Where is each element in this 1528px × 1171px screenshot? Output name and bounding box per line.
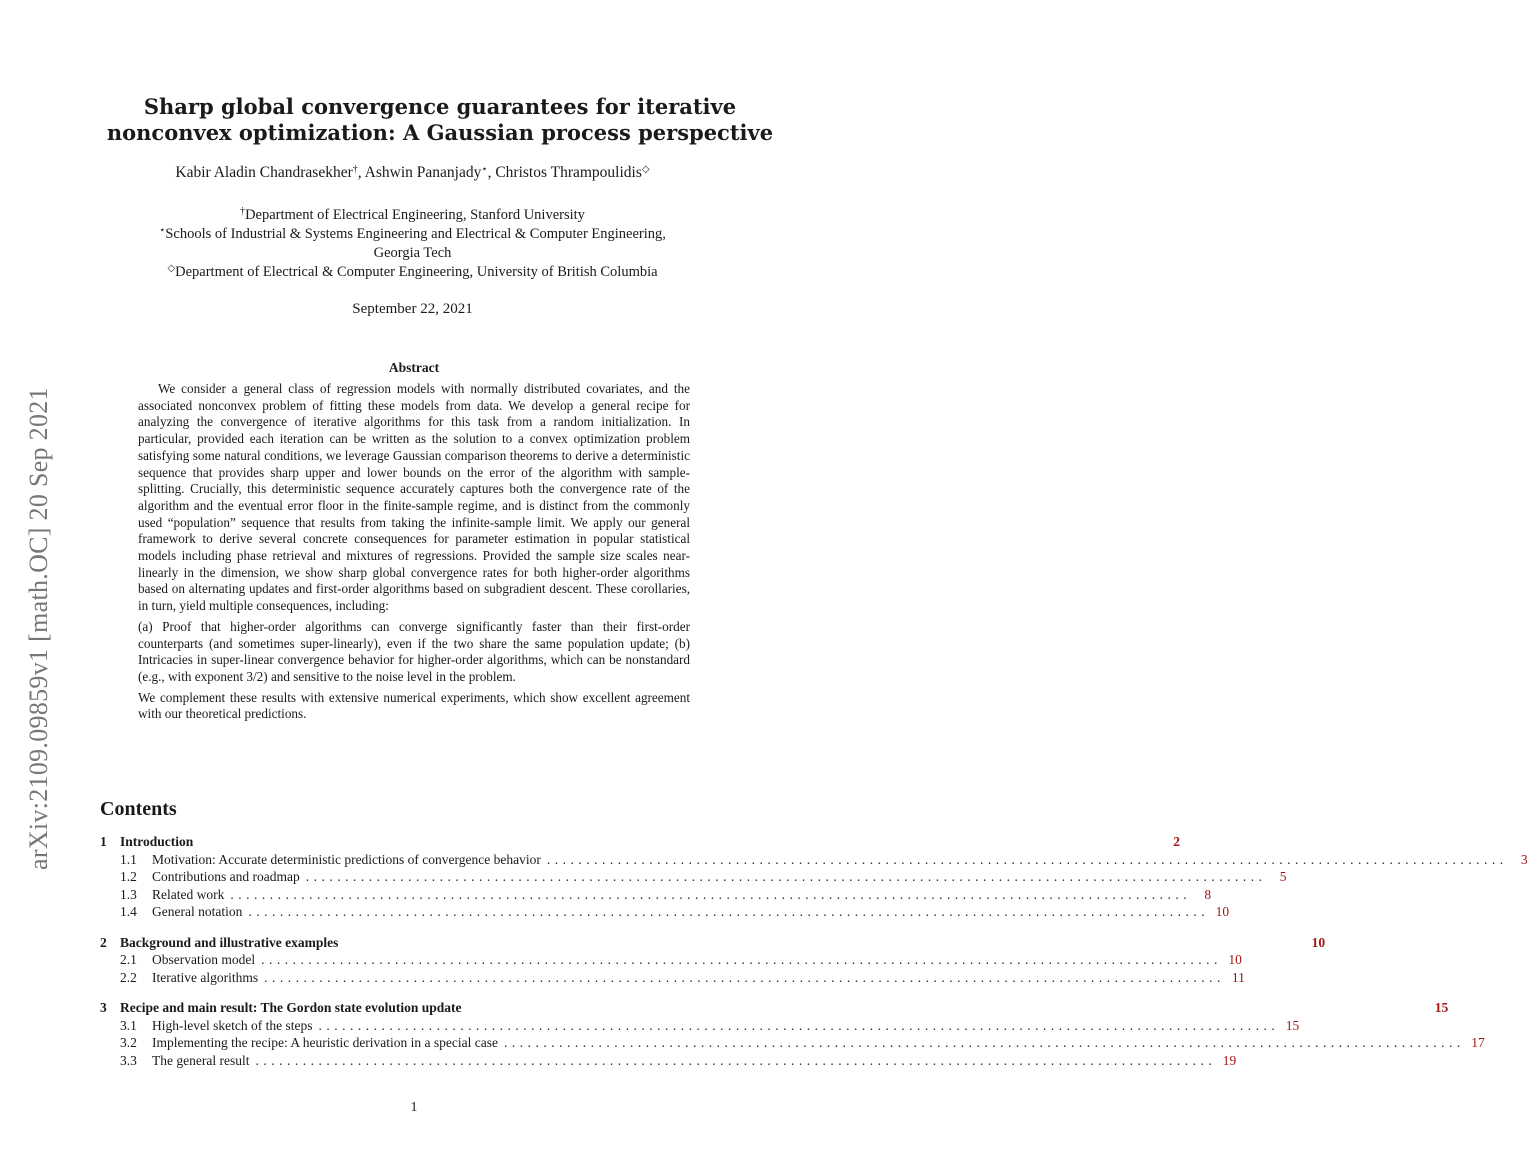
toc-number: 1.1: [120, 851, 137, 867]
toc-number: 2.1: [120, 952, 137, 967]
table-of-contents: [100, 834, 1528, 1083]
toc-title: Recipe and main result: The Gordon state evolution update: [120, 1000, 462, 1015]
toc-subentry[interactable]: [100, 869, 1287, 887]
toc-number: 1.4: [120, 904, 137, 919]
toc-subentry[interactable]: [100, 1052, 1237, 1071]
toc-subentry[interactable]: [100, 969, 1245, 988]
toc-subentry[interactable]: [100, 1035, 1485, 1053]
toc-leader: ..........................................................................................................................: [255, 1052, 1217, 1068]
affiliation: ⋆Schools of Industrial & Systems Engineering and Electrical & Computer Engineering,: [159, 225, 666, 242]
toc-page-link[interactable]: 8: [1204, 886, 1212, 902]
paper-title: [100, 94, 780, 146]
toc-leader: ..........................................................................................................................: [248, 904, 1210, 919]
toc-title: Implementing the recipe: A heuristic derivation in a special case: [152, 1035, 499, 1050]
toc-page-link[interactable]: 17: [1471, 1035, 1485, 1050]
toc-title: High-level sketch of the steps: [152, 1017, 313, 1033]
affiliation: ◇Department of Electrical & Computer Engineering, University of British Columbia: [167, 263, 658, 280]
affiliation-mark: ◇: [167, 263, 176, 274]
affiliation-mark: †: [240, 206, 246, 217]
title-line: Sharp global convergence guarantees for iterative: [143, 94, 737, 119]
publication-date: September 22, 2021: [352, 301, 473, 317]
toc-title: Motivation: Accurate deterministic predictions of convergence behavior: [152, 851, 541, 867]
toc-page-link[interactable]: 2: [1173, 834, 1181, 849]
toc-subentry[interactable]: [100, 886, 1212, 905]
toc-page-link[interactable]: 11: [1231, 969, 1245, 985]
toc-number: 1: [100, 834, 107, 849]
abstract-heading: Abstract: [388, 360, 440, 375]
abstract-paragraph: (a) Proof that higher-order algorithms can converge significantly faster than their first-order counterparts (and sometimes super-linearly), even if the two share the same population update; (b) Intricacies in super-linear convergence behavior for higher-order algorithms, which can be nonstandard (e.g., with exponent 3/2) and sensitive to the noise level in the problem.: [138, 618, 690, 684]
page-number: 1: [410, 1100, 418, 1115]
toc-number: 2: [100, 934, 107, 950]
toc-page-link[interactable]: 10: [1228, 952, 1242, 967]
toc-leader: ..........................................................................................................................: [318, 1017, 1280, 1033]
toc-page-link[interactable]: 15: [1434, 1000, 1449, 1015]
affiliation-mark: †: [352, 164, 358, 175]
toc-title: Related work: [152, 886, 225, 902]
toc-title: General notation: [152, 904, 243, 919]
toc-title: Introduction: [120, 834, 194, 849]
author-name: Christos Thrampoulidis: [495, 164, 642, 181]
toc-leader: ..........................................................................................................................: [264, 969, 1225, 985]
abstract-paragraph: We complement these results with extensive numerical experiments, which show excellent agreement with our theoretical predictions.: [138, 689, 690, 722]
author-list: Kabir Aladin Chandrasekher†, Ashwin Pananjady⋆, Christos Thrampoulidis◇: [175, 164, 650, 181]
toc-page-link[interactable]: 19: [1222, 1052, 1237, 1068]
toc-page-link[interactable]: 15: [1285, 1017, 1300, 1033]
toc-page-link[interactable]: 3: [1520, 851, 1528, 867]
toc-number: 1.3: [120, 886, 137, 902]
toc-section: [100, 934, 1326, 988]
toc-leader: ..........................................................................................................................: [230, 886, 1192, 902]
toc-number: 1.2: [120, 869, 137, 884]
toc-title: Background and illustrative examples: [120, 934, 339, 950]
toc-title: The general result: [152, 1052, 250, 1068]
toc-title: Contributions and roadmap: [152, 869, 300, 884]
toc-section: [100, 834, 1528, 922]
toc-entry-introduction[interactable]: [100, 834, 1181, 852]
abstract-body: [138, 381, 690, 727]
toc-leader: ..........................................................................................................................: [546, 851, 1508, 867]
abstract-paragraph: We consider a general class of regression models with normally distributed covariates, and the associated nonconvex problem of fitting these models from data. We develop a general recipe for analyzing the convergence of iterative algorithms for this task from a random initialization. In particular, provided each iteration can be written as the solution to a convex optimization problem satisfying some natural conditions, we leverage Gaussian comparison theorems to derive a deterministic sequence that provides sharp upper and lower bounds on the error of the algorithm with sample-splitting. Crucially, this deterministic sequence accurately captures both the convergence rate of the algorithm and the eventual error floor in the finite-sample regime, and is distinct from the commonly used “population” sequence that results from taking the infinite-sample limit. We apply our general framework to derive several concrete consequences for parameter estimation in popular statistical models including phase retrieval and mixtures of regressions. Provided the sample size scales near-linearly in the dimension, we show sharp global convergence rates for both higher-order algorithms based on alternating updates and first-order algorithms based on subgradient descent. These corollaries, in turn, yield multiple consequences, including:: [138, 381, 690, 614]
toc-subentry[interactable]: [100, 851, 1528, 870]
toc-entry-background[interactable]: [100, 934, 1326, 953]
toc-page-link[interactable]: 10: [1311, 934, 1326, 950]
toc-number: 3.3: [120, 1052, 137, 1068]
toc-leader: ..........................................................................................................................: [504, 1035, 1465, 1050]
affiliation-mark: ⋆: [159, 225, 166, 236]
toc-subentry[interactable]: [100, 904, 1230, 922]
toc-subentry[interactable]: [100, 952, 1242, 970]
author-name: Ashwin Pananjady: [364, 164, 482, 181]
toc-title: Iterative algorithms: [152, 969, 259, 985]
affiliation-mark: ⋆: [481, 164, 488, 175]
toc-subentry[interactable]: [100, 1017, 1300, 1036]
toc-page-link[interactable]: 10: [1215, 904, 1230, 919]
affiliation: †Department of Electrical Engineering, Stanford University: [240, 206, 585, 223]
toc-entry-recipe[interactable]: [100, 1000, 1449, 1018]
toc-title: Observation model: [152, 952, 256, 967]
affiliation-mark: ◇: [641, 164, 650, 175]
contents-heading: Contents: [100, 798, 177, 820]
toc-section: [100, 1000, 1485, 1070]
toc-leader: ..........................................................................................................................: [261, 952, 1222, 967]
toc-page-link[interactable]: 5: [1279, 869, 1287, 884]
affiliation: Georgia Tech: [373, 245, 452, 261]
affiliation-list: [100, 206, 725, 282]
toc-number: 3: [100, 1000, 107, 1015]
toc-number: 3.1: [120, 1017, 137, 1033]
toc-leader: ..........................................................................................................................: [305, 869, 1267, 884]
title-line: nonconvex optimization: A Gaussian process perspective: [106, 120, 774, 145]
arxiv-identifier[interactable]: arXiv:2109.09859v1 [math.OC] 20 Sep 2021: [24, 387, 53, 870]
toc-number: 2.2: [120, 969, 137, 985]
toc-number: 3.2: [120, 1035, 137, 1050]
author-name: Kabir Aladin Chandrasekher: [175, 164, 353, 181]
